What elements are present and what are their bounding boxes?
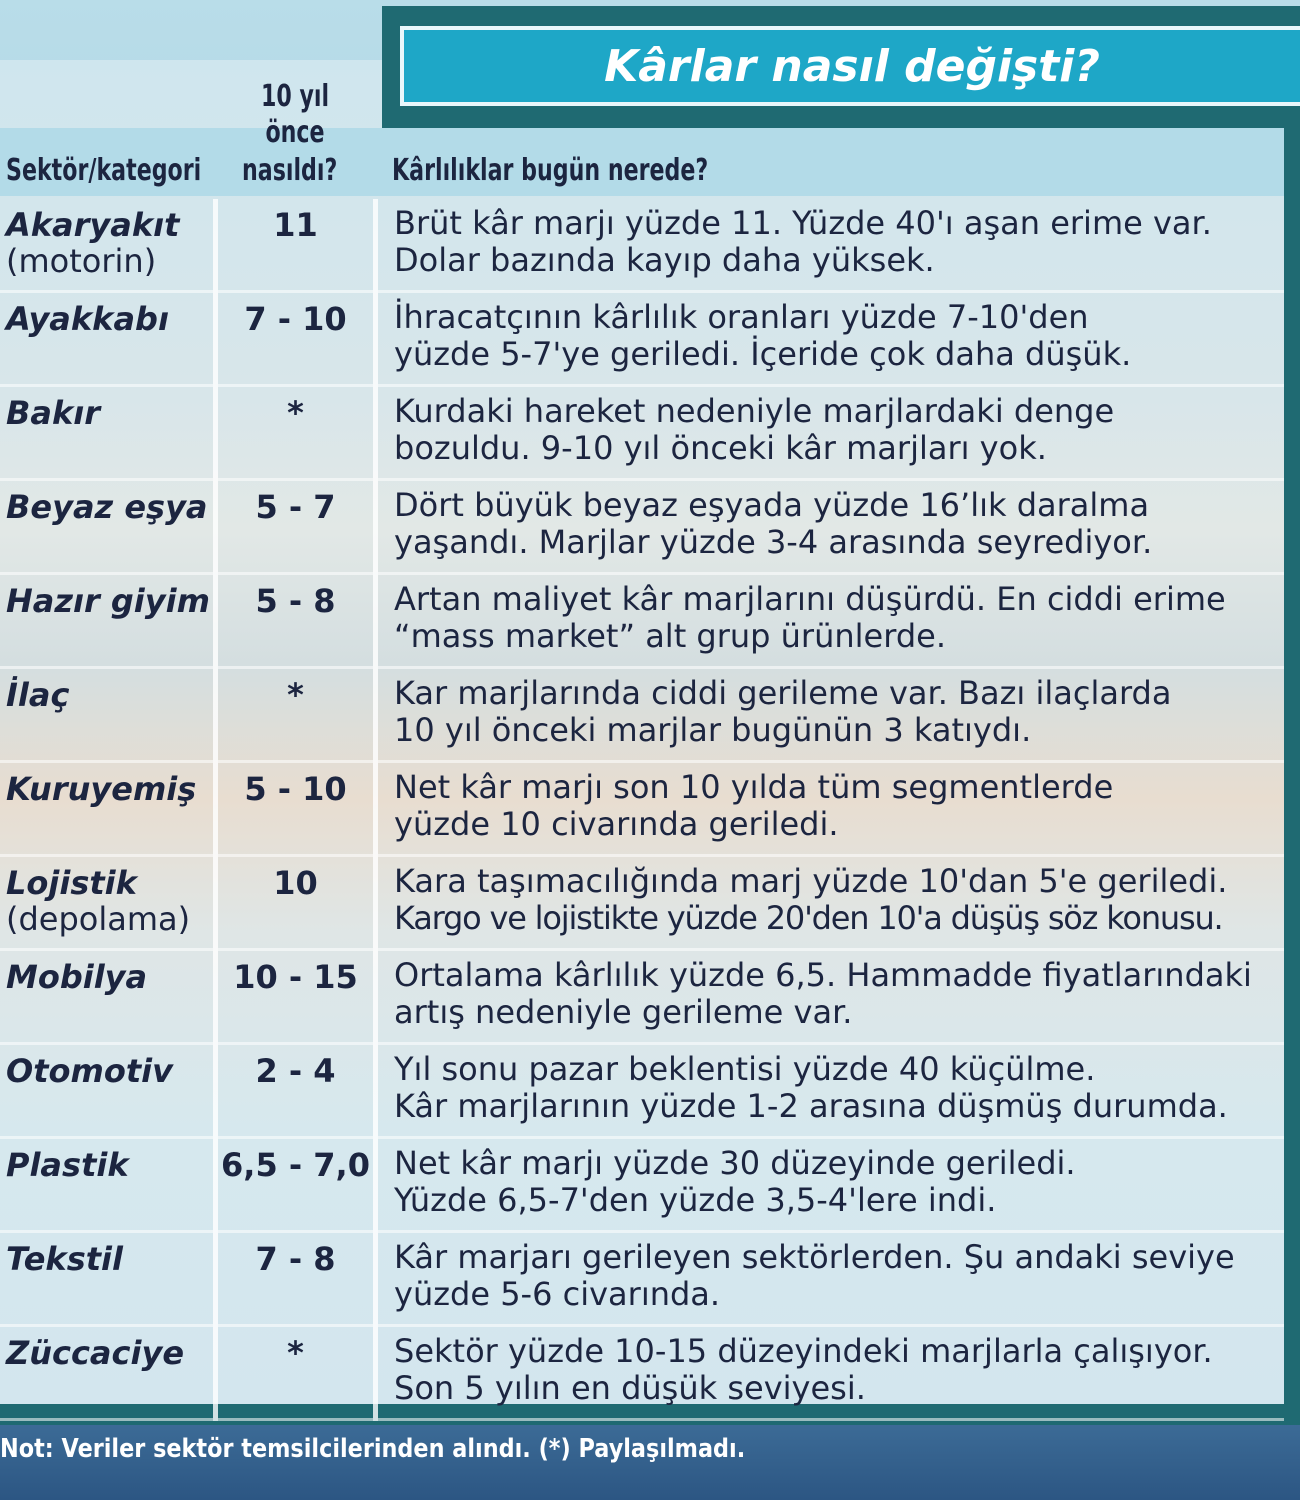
sector-cell xyxy=(0,1138,216,1232)
sector-name: İlaç xyxy=(6,676,70,714)
description xyxy=(394,575,1284,655)
table-row xyxy=(0,1044,1284,1138)
description-line: yüzde 5-7'ye geriledi. İçeride çok daha düşük. xyxy=(394,335,1132,373)
sector-cell xyxy=(0,856,216,950)
table-row xyxy=(0,762,1284,856)
header-before-line2: önce xyxy=(265,115,325,150)
description xyxy=(394,857,1284,937)
description-cell xyxy=(376,1326,1285,1420)
description-line: yüzde 10 civarında geriledi. xyxy=(394,805,839,843)
description xyxy=(394,669,1284,749)
before-cell xyxy=(216,1232,376,1326)
table-row xyxy=(0,1232,1284,1326)
description xyxy=(394,1327,1284,1407)
table-row xyxy=(0,292,1284,386)
before-value: 10 xyxy=(273,864,318,902)
description-line: Kurdaki hareket nedeniyle marjlardaki denge xyxy=(394,392,1115,430)
table-row xyxy=(0,199,1284,292)
sector-cell xyxy=(0,668,216,762)
before-cell xyxy=(216,762,376,856)
before-cell xyxy=(216,386,376,480)
header-now: Kârlılıklar bugün nerede? xyxy=(392,153,709,188)
before-value: 5 - 8 xyxy=(255,582,336,620)
description-line: 10 yıl önceki marjlar bugünün 3 katıydı. xyxy=(394,711,1032,749)
before-value: 10 - 15 xyxy=(233,958,358,996)
description-cell xyxy=(376,386,1285,480)
before-cell xyxy=(216,856,376,950)
title-box xyxy=(400,26,1300,106)
table-row xyxy=(0,1138,1284,1232)
before-cell xyxy=(216,1326,376,1420)
description-line: Net kâr marjı yüzde 30 düzeyinde geriledi. xyxy=(394,1144,1076,1182)
description xyxy=(394,1045,1284,1125)
before-value: 6,5 - 7,0 xyxy=(221,1146,370,1184)
before-value: 5 - 10 xyxy=(244,770,347,808)
description-line: Sektör yüzde 10-15 düzeyindeki marjlarla çalışıyor. xyxy=(394,1332,1213,1370)
description xyxy=(394,1233,1284,1313)
header-before-line1: 10 yıl xyxy=(260,79,330,114)
header-before-line3: nasıldı? xyxy=(242,153,338,188)
sector-name: Plastik xyxy=(6,1146,129,1184)
description-line: Artan maliyet kâr marjlarını düşürdü. En ciddi erime xyxy=(394,580,1226,618)
description-line: Net kâr marjı son 10 yılda tüm segmentlerde xyxy=(394,768,1114,806)
table-row xyxy=(0,856,1284,950)
before-cell xyxy=(216,668,376,762)
sector-name: Mobilya xyxy=(6,958,148,996)
before-cell xyxy=(216,574,376,668)
header-sector: Sektör/kategori xyxy=(6,153,202,188)
description xyxy=(394,951,1284,1031)
description xyxy=(394,481,1284,561)
description-line: İhracatçının kârlılık oranları yüzde 7-10'den xyxy=(394,298,1089,336)
description-cell xyxy=(376,762,1285,856)
sector-cell xyxy=(0,386,216,480)
description-line: yüzde 5-6 civarında. xyxy=(394,1275,721,1313)
description-cell xyxy=(376,856,1285,950)
description-cell xyxy=(376,574,1285,668)
before-cell xyxy=(216,292,376,386)
before-value: 5 - 7 xyxy=(255,488,336,526)
description-line: Ortalama kârlılık yüzde 6,5. Hammadde fiyatlarındaki xyxy=(394,956,1252,994)
sector-cell xyxy=(0,292,216,386)
sector-cell xyxy=(0,1326,216,1420)
description-cell xyxy=(376,950,1285,1044)
before-value: 2 - 4 xyxy=(255,1052,336,1090)
sector-name: Otomotiv xyxy=(6,1052,173,1090)
sector-cell xyxy=(0,1044,216,1138)
sector-name: Lojistik xyxy=(6,864,137,902)
description-line: Brüt kâr marjı yüzde 11. Yüzde 40'ı aşan erime var. xyxy=(394,204,1212,242)
table-row xyxy=(0,668,1284,762)
sector-cell xyxy=(0,480,216,574)
footnote: Not: Veriler sektör temsilcilerinden alındı. (*) Paylaşılmadı. xyxy=(0,1434,746,1464)
sector-name: Bakır xyxy=(6,394,101,432)
sector-name: Akaryakıt xyxy=(6,206,180,244)
table-row xyxy=(0,480,1284,574)
sector-cell xyxy=(0,574,216,668)
description-line: Dolar bazında kayıp daha yüksek. xyxy=(394,241,935,279)
sector-cell xyxy=(0,762,216,856)
table-row xyxy=(0,386,1284,480)
before-cell xyxy=(216,199,376,292)
description-line: Kâr marjarı gerileyen sektörlerden. Şu andaki seviye xyxy=(394,1238,1235,1276)
before-cell xyxy=(216,950,376,1044)
description xyxy=(394,763,1284,843)
description xyxy=(394,199,1284,279)
before-value: 7 - 10 xyxy=(244,300,347,338)
description-cell xyxy=(376,1232,1285,1326)
page-title: Kârlar nasıl değişti? xyxy=(604,40,1100,92)
description-line: Yıl sonu pazar beklentisi yüzde 40 küçülme. xyxy=(394,1050,1096,1088)
description-cell xyxy=(376,292,1285,386)
description-line: “mass market” alt grup ürünlerde. xyxy=(394,617,946,655)
description-line: Dört büyük beyaz eşyada yüzde 16’lık daralma xyxy=(394,486,1150,524)
before-cell xyxy=(216,1044,376,1138)
sector-name: Hazır giyim xyxy=(6,582,210,620)
before-value: * xyxy=(287,676,304,714)
description-line: artış nedeniyle gerileme var. xyxy=(394,993,853,1031)
description-cell xyxy=(376,1044,1285,1138)
description-line: bozuldu. 9-10 yıl önceki kâr marjları yok. xyxy=(394,429,1047,467)
description-line: yaşandı. Marjlar yüzde 3-4 arasında seyrediyor. xyxy=(394,523,1153,561)
profit-table xyxy=(0,199,1284,1421)
description-line: Yüzde 6,5-7'den yüzde 3,5-4'lere indi. xyxy=(394,1181,997,1219)
description-cell xyxy=(376,199,1285,292)
description-line: Kâr marjlarının yüzde 1-2 arasına düşmüş durumda. xyxy=(394,1087,1228,1125)
before-cell xyxy=(216,1138,376,1232)
description-line: Kargo ve lojistikte yüzde 20'den 10'a düşüş söz konusu. xyxy=(394,899,1223,937)
sector-cell xyxy=(0,199,216,292)
sector-cell xyxy=(0,950,216,1044)
description-cell xyxy=(376,1138,1285,1232)
description-cell xyxy=(376,668,1285,762)
table-row xyxy=(0,950,1284,1044)
description xyxy=(394,293,1284,373)
sector-name: Beyaz eşya xyxy=(6,488,208,526)
description xyxy=(394,1139,1284,1219)
sector-cell xyxy=(0,1232,216,1326)
table-row xyxy=(0,1326,1284,1420)
sector-name: Kuruyemiş xyxy=(6,770,197,808)
description xyxy=(394,387,1284,467)
description-line: Kar marjlarında ciddi gerileme var. Bazı ilaçlarda xyxy=(394,674,1172,712)
before-value: 11 xyxy=(273,206,318,244)
description-cell xyxy=(376,480,1285,574)
description-line: Son 5 yılın en düşük seviyesi. xyxy=(394,1369,866,1407)
sector-name: Ayakkabı xyxy=(6,300,169,338)
before-value: * xyxy=(287,1334,304,1372)
sector-name: Tekstil xyxy=(6,1240,123,1278)
before-cell xyxy=(216,480,376,574)
description-line: Kara taşımacılığında marj yüzde 10'dan 5'e geriledi. xyxy=(394,862,1228,900)
table-row xyxy=(0,574,1284,668)
sector-name: Züccaciye xyxy=(6,1334,185,1372)
sector-subtitle: (depolama) xyxy=(6,900,191,938)
sector-subtitle: (motorin) xyxy=(6,242,157,280)
before-value: * xyxy=(287,394,304,432)
before-value: 7 - 8 xyxy=(255,1240,336,1278)
